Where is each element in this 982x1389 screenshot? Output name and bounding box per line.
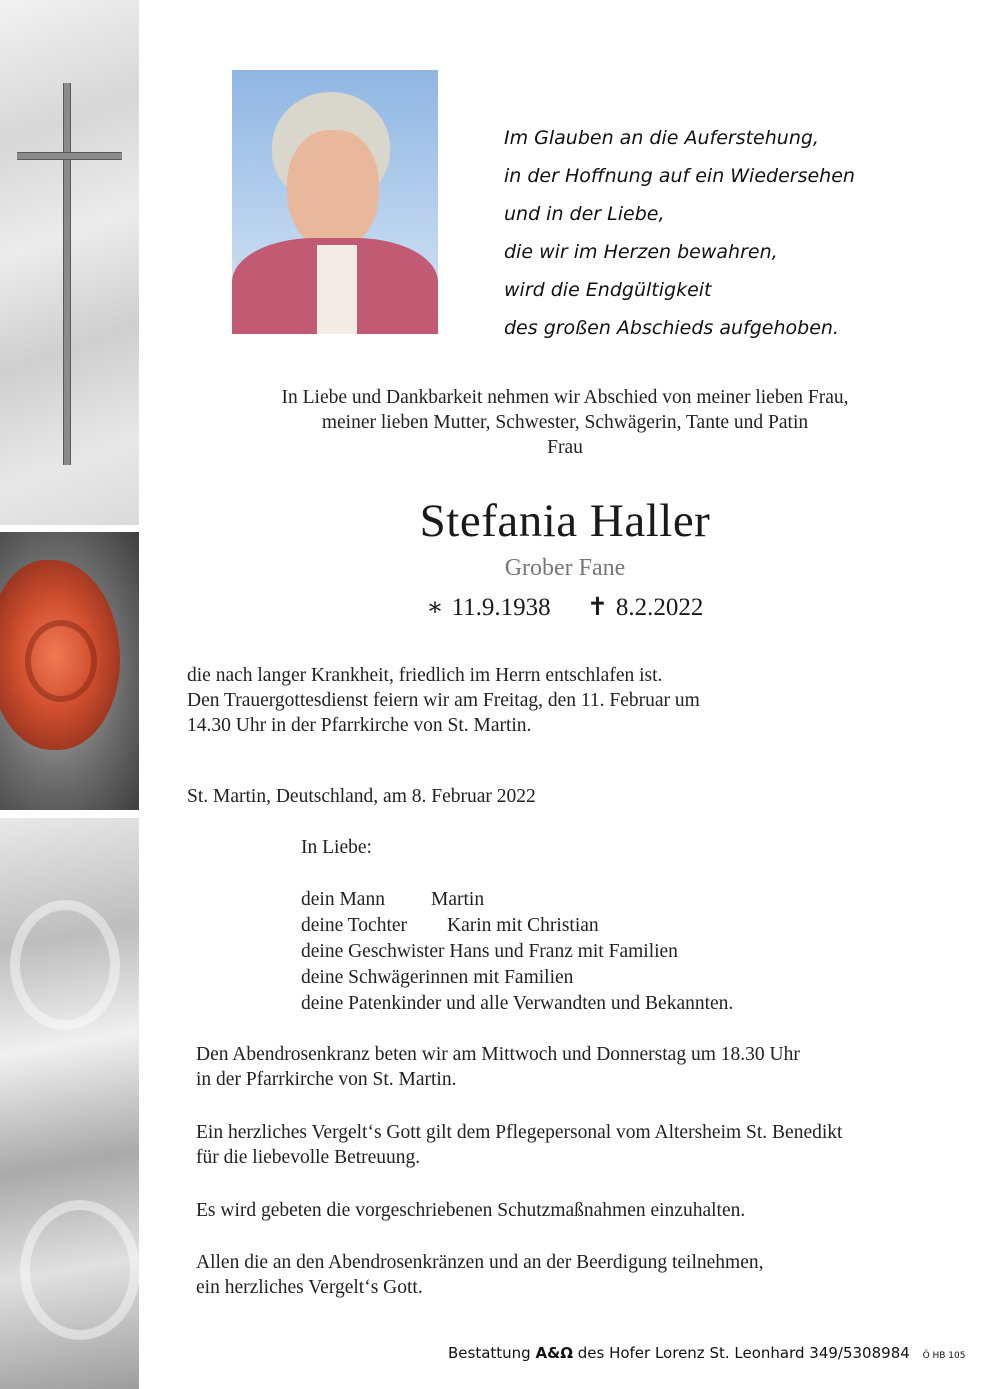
family-relation: deine Schwägerinnen	[301, 967, 469, 988]
family-names: und alle Verwandten und Bekannten.	[446, 993, 734, 1014]
verse-line: die wir im Herzen bewahren,	[504, 241, 778, 263]
note-line: Ein herzliches Vergelt‘s Gott gilt dem Pflegepersonal vom Altersheim St. Benedikt	[196, 1122, 843, 1143]
intro-line: In Liebe und Dankbarkeit nehmen wir Abschied von meiner lieben Frau,	[281, 387, 849, 408]
family-row	[301, 887, 733, 913]
verse-line: des großen Abschieds aufgehoben.	[504, 317, 839, 339]
closing-note	[196, 1250, 763, 1300]
footer-text: des Hofer Lorenz St. Leonhard 349/5308984	[577, 1344, 910, 1362]
family-row	[301, 991, 733, 1017]
funeral-home-footer	[448, 1344, 966, 1362]
birth-star-icon: ∗	[426, 594, 444, 621]
note-line: Den Abendrosenkranz beten wir am Mittwoch und Donnerstag um 18.30 Uhr	[196, 1044, 800, 1065]
family-names: mit Familien	[473, 967, 574, 988]
note-line: in der Pfarrkirche von St. Martin.	[196, 1069, 457, 1090]
life-dates	[200, 592, 930, 624]
note-line: Es wird gebeten die vorgeschriebenen Schutzmaßnahmen einzuhalten.	[196, 1200, 746, 1221]
family-names: Karin mit Christian	[447, 915, 599, 936]
cross-icon-bar	[17, 152, 122, 160]
verse-line: wird die Endgültigkeit	[504, 279, 712, 301]
family-row	[301, 939, 733, 965]
footer-code: Ö HB 105	[922, 1351, 966, 1361]
memorial-verse	[504, 119, 884, 347]
intro-line: meiner lieben Mutter, Schwester, Schwägerin, Tante und Patin	[321, 412, 809, 433]
note-line: ein herzliches Vergelt‘s Gott.	[196, 1277, 423, 1298]
rosary-note	[196, 1042, 800, 1092]
family-names: Martin	[431, 889, 485, 910]
verse-line: in der Hoffnung auf ein Wiedersehen	[504, 165, 855, 187]
in-love-heading: In Liebe:	[301, 837, 372, 858]
note-line: Allen die an den Abendrosenkränzen und an der Beerdigung teilnehmen,	[196, 1252, 764, 1273]
family-relation: dein Mann	[301, 889, 385, 910]
verse-line: und in der Liebe,	[504, 203, 665, 225]
family-relation: deine Geschwister	[301, 941, 445, 962]
safety-note	[196, 1198, 745, 1223]
footer-prefix: Bestattung	[448, 1344, 531, 1362]
birth-date: 11.9.1938	[451, 594, 551, 621]
ghost-rose-shape	[10, 900, 120, 1030]
intro-text	[200, 385, 930, 460]
ghost-rose-shape	[20, 1200, 139, 1340]
announcement-line: die nach langer Krankheit, friedlich im Herrn entschlafen ist.	[187, 665, 663, 686]
death-date: 8.2.2022	[615, 594, 704, 621]
deceased-nickname: Grober Fane	[504, 555, 626, 581]
death-cross-icon: ✝	[586, 594, 608, 621]
intro-line: Frau	[547, 437, 583, 458]
announcement-text	[187, 663, 700, 738]
note-line: für die liebevolle Betreuung.	[196, 1147, 421, 1168]
announcement-line: 14.30 Uhr in der Pfarrkirche von St. Martin.	[187, 715, 532, 736]
family-relation: deine Patenkinder	[301, 993, 442, 1014]
rose-petal-detail	[25, 620, 97, 702]
family-row	[301, 913, 733, 939]
family-row	[301, 965, 733, 991]
announcement-line: Den Trauergottesdienst feiern wir am Freitag, den 11. Februar um	[187, 690, 700, 711]
family-relation: deine Tochter	[301, 915, 408, 936]
deceased-name: Stefania Haller	[419, 495, 711, 547]
portrait-photo	[232, 70, 438, 334]
verse-line: Im Glauben an die Auferstehung,	[504, 127, 819, 149]
cross-icon	[63, 83, 71, 465]
funeral-home-logo: A&Ω	[535, 1344, 573, 1362]
place-date: St. Martin, Deutschland, am 8. Februar 2022	[187, 786, 536, 807]
family-names: Hans und Franz mit Familien	[449, 941, 678, 962]
family-list	[301, 887, 733, 1017]
thanks-note	[196, 1120, 842, 1170]
